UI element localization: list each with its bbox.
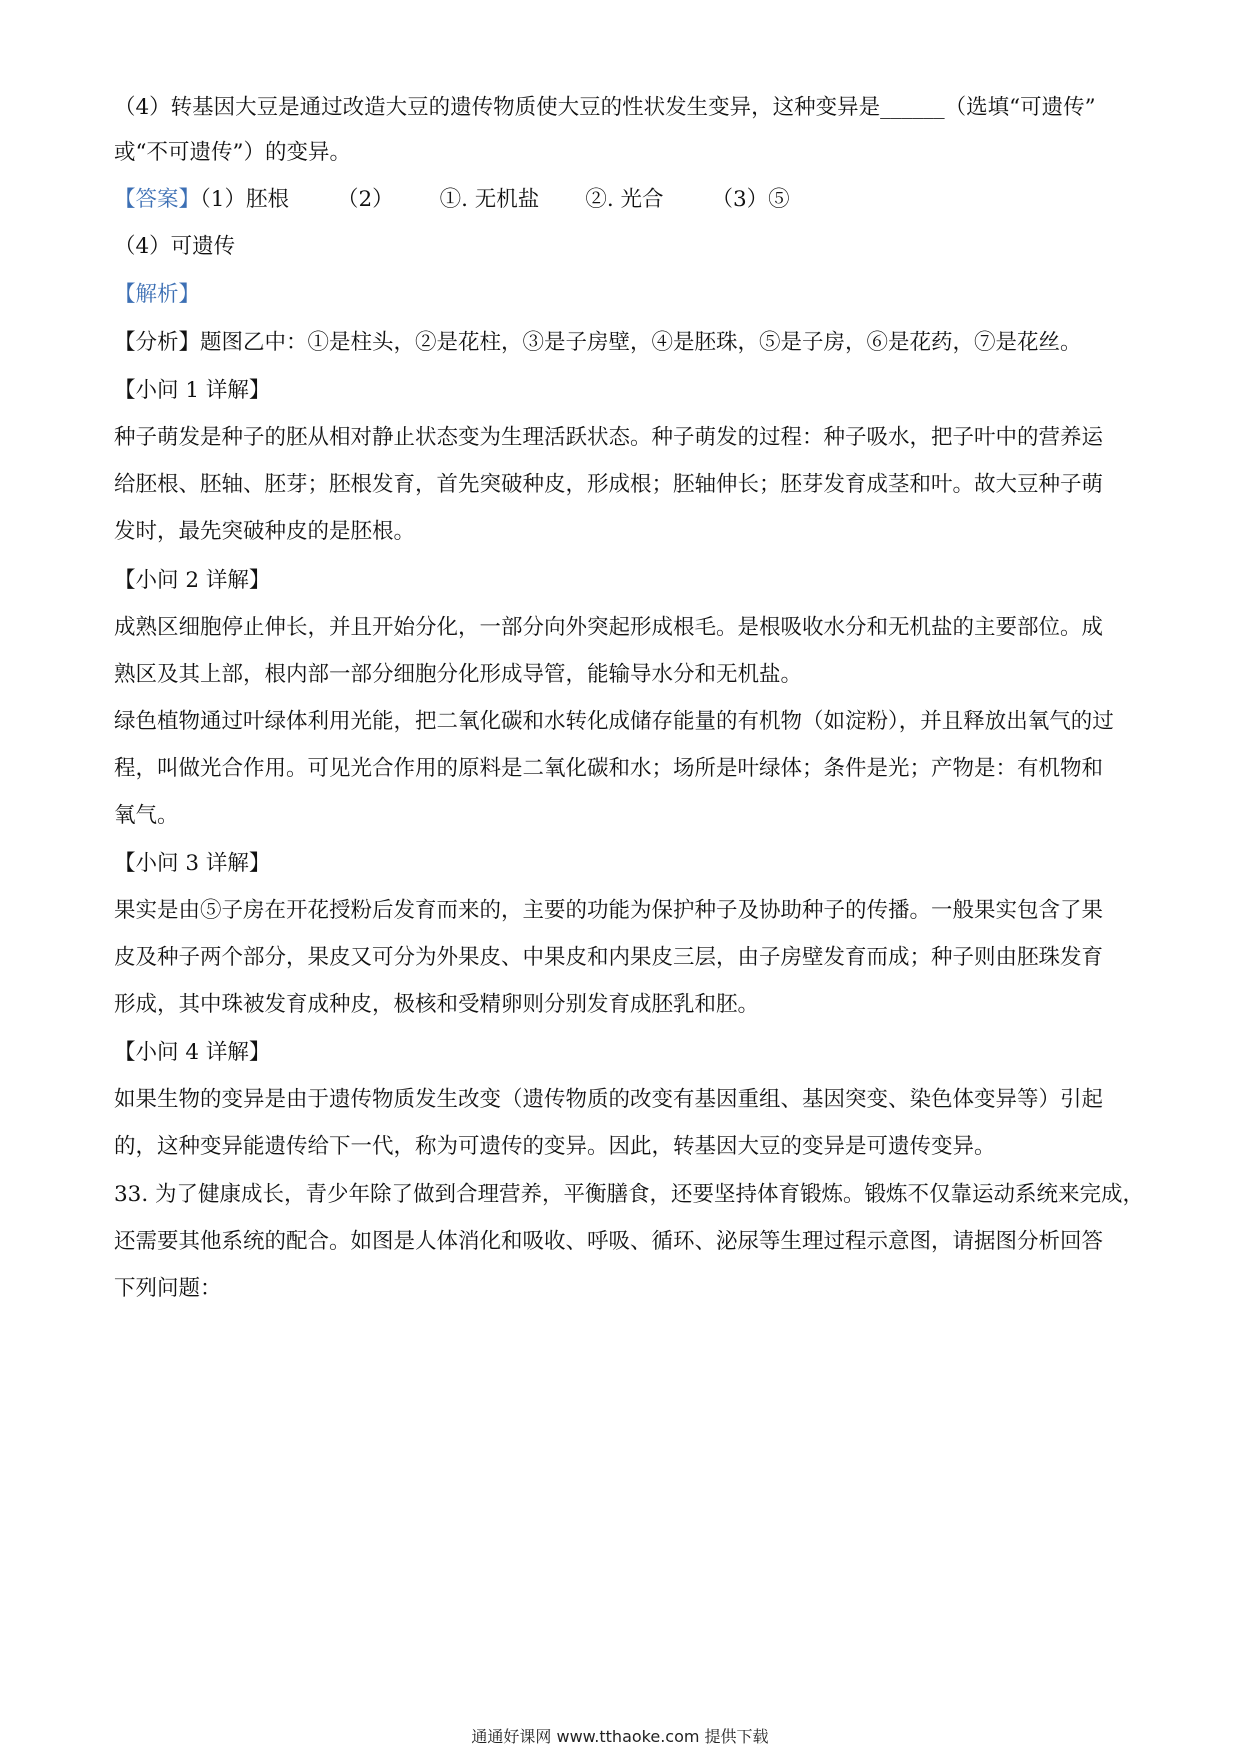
- answer-tag: 【答案】: [114, 187, 201, 212]
- sub4-line-2: 的，这种变异能遗传给下一代，称为可遗传的变异。因此，转基因大豆的变异是可遗传变异。: [114, 1134, 996, 1159]
- sub3-title: 【小问 3 详解】: [114, 851, 271, 876]
- answer-part-2: （2）: [336, 187, 394, 212]
- analysis-tag: 【解析】: [114, 282, 201, 307]
- answer-part-1: （1）胚根: [200, 187, 289, 212]
- q33-line-2: 还需要其他系统的配合。如图是人体消化和吸收、呼吸、循环、泌尿等生理过程示意图，请据图分析回答: [114, 1229, 1104, 1254]
- answer-line: [114, 185, 1134, 215]
- sub4-title: 【小问 4 详解】: [114, 1040, 271, 1065]
- page-footer: 通通好课网 www.tthaoke.com 提供下载: [471, 1727, 769, 1746]
- answer-part-2a: ①. 无机盐: [439, 187, 540, 212]
- sub3-line-1: 果实是由⑤子房在开花授粉后发育而来的，主要的功能为保护种子及协助种子的传播。一般果实包含了果: [114, 898, 1104, 923]
- q4-line-1: （4）转基因大豆是通过改造大豆的遗传物质使大豆的性状发生变异，这种变异是______（选填“可遗传”: [114, 95, 1096, 120]
- q33-line-3: 下列问题：: [114, 1276, 222, 1301]
- sub2-line-1: 成熟区细胞停止伸长，并且开始分化，一部分向外突起形成根毛。是根吸收水分和无机盐的主要部位。成: [114, 615, 1104, 640]
- sub2-line-5: 氧气。: [114, 803, 179, 828]
- q4-line-2: 或“不可遗传”）的变异。: [114, 140, 351, 165]
- sub3-line-2: 皮及种子两个部分，果皮又可分为外果皮、中果皮和内果皮三层，由子房壁发育而成；种子则由胚珠发育: [114, 945, 1104, 970]
- q33-line-1: 33. 为了健康成长，青少年除了做到合理营养，平衡膳食，还要坚持体育锻炼。锻炼不仅靠运动系统来完成，: [114, 1182, 1145, 1207]
- sub1-line-1: 种子萌发是种子的胚从相对静止状态变为生理活跃状态。种子萌发的过程：种子吸水，把子叶中的营养运: [114, 425, 1104, 450]
- answer-part-3: （3）⑤: [711, 187, 790, 212]
- sub4-line-1: 如果生物的变异是由于遗传物质发生改变（遗传物质的改变有基因重组、基因突变、染色体变异等）引起: [114, 1087, 1104, 1112]
- sub2-line-4: 程，叫做光合作用。可见光合作用的原料是二氧化碳和水；场所是叶绿体；条件是光；产物是：有机物和: [114, 756, 1104, 781]
- answer-part-4: （4）可遗传: [114, 234, 236, 259]
- sub2-title: 【小问 2 详解】: [114, 568, 271, 593]
- sub1-line-3: 发时，最先突破种皮的是胚根。: [114, 519, 416, 544]
- sub1-title: 【小问 1 详解】: [114, 378, 271, 403]
- sub2-line-3: 绿色植物通过叶绿体利用光能，把二氧化碳和水转化成储存能量的有机物（如淀粉），并且释放出氧气的过: [114, 709, 1114, 734]
- answer-part-2b: ②. 光合: [585, 187, 664, 212]
- analysis-fenxi: 【分析】题图乙中：①是柱头，②是花柱，③是子房壁，④是胚珠，⑤是子房，⑥是花药，⑦是花丝。: [114, 330, 1082, 355]
- sub1-line-2: 给胚根、胚轴、胚芽；胚根发育，首先突破种皮，形成根；胚轴伸长；胚芽发育成茎和叶。故大豆种子萌: [114, 472, 1104, 497]
- sub2-line-2: 熟区及其上部，根内部一部分细胞分化形成导管，能输导水分和无机盐。: [114, 662, 803, 687]
- sub3-line-3: 形成，其中珠被发育成种皮，极核和受精卵则分别发育成胚乳和胚。: [114, 992, 760, 1017]
